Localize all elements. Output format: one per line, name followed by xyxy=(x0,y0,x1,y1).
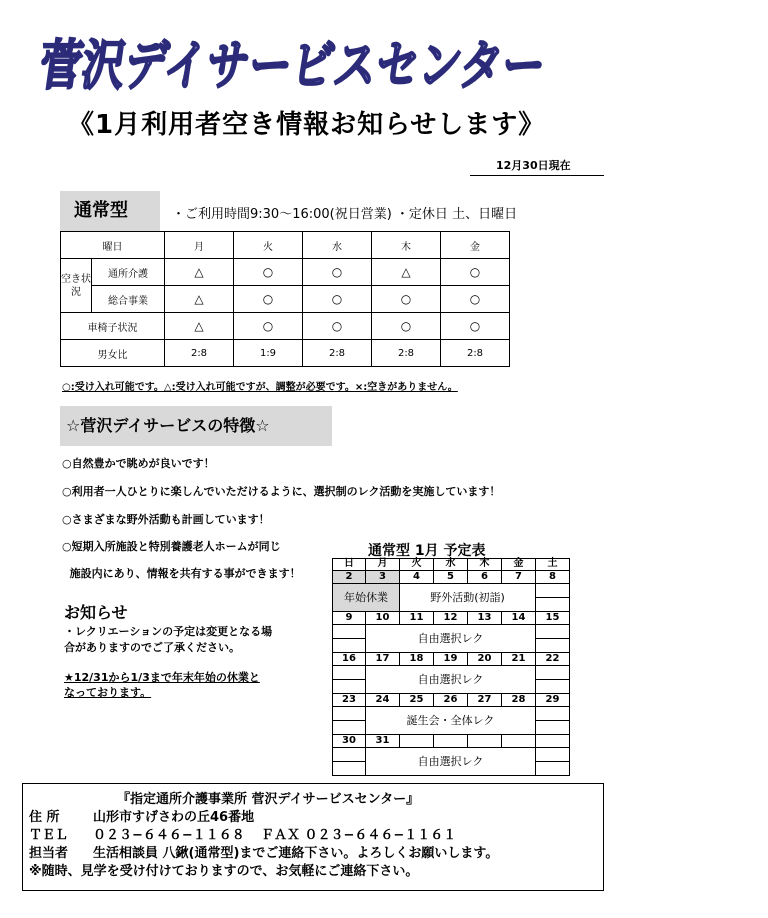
row-label: 車椅子状況 xyxy=(61,313,165,340)
table-row xyxy=(61,286,510,313)
news-heading: お知らせ xyxy=(64,603,128,622)
status-cell: ○ xyxy=(234,259,303,286)
page-subtitle: 《1月利用者空き情報お知らせします》 xyxy=(68,110,546,140)
weekday-cell: 火 xyxy=(400,558,434,571)
day-header: 金 xyxy=(441,232,510,259)
tel-label: ＴＥＬ xyxy=(29,828,69,843)
holiday-note xyxy=(64,670,260,700)
features-heading: ☆菅沢デイサービスの特徴☆ xyxy=(60,406,332,446)
empty-slot xyxy=(536,666,570,680)
contact-box xyxy=(22,783,604,891)
weekday-cell: 金 xyxy=(502,558,536,571)
schedule-event: 自由選択レク xyxy=(366,666,536,694)
status-cell: ○ xyxy=(303,259,372,286)
schedule-event: 自由選択レク xyxy=(366,748,536,776)
tel-number: ０２３−６４６−１１６８ xyxy=(93,828,245,843)
news-line: 合がありますのでご了承ください。 xyxy=(64,641,240,654)
as-of-date: 12月30日現在 xyxy=(496,159,571,172)
empty-slot xyxy=(536,598,570,612)
status-cell: ○ xyxy=(303,313,372,340)
status-cell: △ xyxy=(165,313,234,340)
date-cell: 19 xyxy=(434,653,468,666)
empty-slot xyxy=(332,639,366,653)
day-header: 火 xyxy=(234,232,303,259)
date-cell: 3 xyxy=(366,571,400,584)
date-cell: 16 xyxy=(332,653,366,666)
date-cell: 27 xyxy=(468,694,502,707)
empty-slot xyxy=(332,680,366,694)
status-cell: △ xyxy=(165,259,234,286)
news-line: ・レクリエーションの予定は変更となる場 xyxy=(64,625,273,638)
contact-label: 担当者 xyxy=(29,846,69,861)
date-cell: 24 xyxy=(366,694,400,707)
empty-slot xyxy=(536,584,570,598)
date-cell: 22 xyxy=(536,653,570,666)
empty-slot xyxy=(536,625,570,639)
table-row xyxy=(61,313,510,340)
weekday-cell: 木 xyxy=(468,558,502,571)
empty-slot xyxy=(332,707,366,721)
day-header: 水 xyxy=(303,232,372,259)
schedule-event: 自由選択レク xyxy=(366,625,536,653)
empty-slot xyxy=(536,707,570,721)
date-cell: 5 xyxy=(434,571,468,584)
date-cell: 4 xyxy=(400,571,434,584)
date-cell: 14 xyxy=(502,612,536,625)
holiday-note-line: ★12/31から1/3まで年末年始の休業と xyxy=(64,671,260,684)
date-cell: 17 xyxy=(366,653,400,666)
fax-number: ＦＡＸ ０２３−６４６−１１６１ xyxy=(261,828,457,843)
date-cell: 23 xyxy=(332,694,366,707)
status-cell: ○ xyxy=(234,286,303,313)
table-row xyxy=(61,259,510,286)
empty-slot xyxy=(536,762,570,776)
date-cell: 21 xyxy=(502,653,536,666)
date-cell: 7 xyxy=(502,571,536,584)
date-cell xyxy=(434,735,468,748)
address-label: 住 所 xyxy=(29,810,60,825)
table-header-row xyxy=(61,232,510,259)
weekday-cell: 日 xyxy=(332,558,366,571)
regular-type-label: 通常型 xyxy=(60,191,160,231)
status-cell: ○ xyxy=(441,286,510,313)
date-cell: 18 xyxy=(400,653,434,666)
status-cell: ○ xyxy=(441,259,510,286)
date-cell: 13 xyxy=(468,612,502,625)
date-cell: 8 xyxy=(536,571,570,584)
ratio-cell: 1:9 xyxy=(234,340,303,367)
feature-item: 施設内にあり、情報を共有する事ができます！ xyxy=(62,567,301,580)
weekday-cell: 土 xyxy=(536,558,570,571)
schedule-event: 野外活動(初詣) xyxy=(400,584,536,612)
row-label: 通所介護 xyxy=(92,259,165,286)
status-cell: ○ xyxy=(303,286,372,313)
news-body xyxy=(64,624,272,656)
address: 山形市すげさわの丘46番地 xyxy=(93,810,255,825)
as-of-underline xyxy=(470,175,604,176)
feature-item: ○さまざまな野外活動も計画しています！ xyxy=(62,513,270,526)
title-logo-text: 菅沢デイサービスセンター xyxy=(35,34,687,97)
title-logo xyxy=(35,22,687,102)
weekday-cell: 水 xyxy=(434,558,468,571)
empty-slot xyxy=(332,762,366,776)
status-cell: ○ xyxy=(372,286,441,313)
business-hours: ・ご利用時間9:30〜16:00(祝日営業) ・定休日 土、日曜日 xyxy=(172,207,518,222)
feature-item: ○自然豊かで眺めが良いです！ xyxy=(62,457,215,470)
schedule-calendar xyxy=(332,558,570,772)
day-header: 月 xyxy=(165,232,234,259)
date-cell: 25 xyxy=(400,694,434,707)
schedule-event: 誕生会・全体レク xyxy=(366,707,536,735)
feature-item: ○利用者一人ひとりに楽しんでいただけるように、選択制のレク活動を実施しています！ xyxy=(62,485,501,498)
status-cell: △ xyxy=(165,286,234,313)
date-cell: 29 xyxy=(536,694,570,707)
empty-slot xyxy=(536,721,570,735)
ratio-cell: 2:8 xyxy=(372,340,441,367)
empty-slot xyxy=(536,680,570,694)
date-cell: 31 xyxy=(366,735,400,748)
row-label: 総合事業 xyxy=(92,286,165,313)
date-cell: 12 xyxy=(434,612,468,625)
date-cell: 10 xyxy=(366,612,400,625)
empty-slot xyxy=(332,666,366,680)
vacancy-group-label: 空き状況 xyxy=(61,259,92,313)
contact-person: 生活相談員 八鍬(通常型)までご連絡下さい。よろしくお願いします。 xyxy=(93,846,499,861)
date-cell: 26 xyxy=(434,694,468,707)
holiday-note-line: なっております。 xyxy=(64,686,152,699)
date-cell: 9 xyxy=(332,612,366,625)
date-cell: 20 xyxy=(468,653,502,666)
empty-slot xyxy=(332,721,366,735)
date-cell: 11 xyxy=(400,612,434,625)
date-cell xyxy=(502,735,536,748)
availability-legend: ○:受け入れ可能です。△:受け入れ可能ですが、調整が必要です。×:空きがありません。 xyxy=(62,382,458,393)
row-label: 男女比 xyxy=(61,340,165,367)
empty-slot xyxy=(536,748,570,762)
date-cell xyxy=(468,735,502,748)
empty-slot xyxy=(536,639,570,653)
status-cell: ○ xyxy=(441,313,510,340)
date-cell: 2 xyxy=(332,571,366,584)
date-cell: 15 xyxy=(536,612,570,625)
visit-note: ※随時、見学を受け付けておりますので、お気軽にご連絡下さい。 xyxy=(29,864,419,879)
office-name: 『指定通所介護事業所 菅沢デイサービスセンター』 xyxy=(117,792,420,807)
date-cell: 28 xyxy=(502,694,536,707)
feature-item: ○短期入所施設と特別養護老人ホームが同じ xyxy=(62,540,281,553)
day-header: 木 xyxy=(372,232,441,259)
schedule-event: 年始休業 xyxy=(332,584,400,612)
empty-slot xyxy=(332,748,366,762)
weekday-cell: 月 xyxy=(366,558,400,571)
weekday-header: 曜日 xyxy=(61,232,165,259)
empty-slot xyxy=(332,625,366,639)
ratio-cell: 2:8 xyxy=(165,340,234,367)
schedule-title: 通常型 1月 予定表 xyxy=(368,543,486,559)
ratio-cell: 2:8 xyxy=(441,340,510,367)
availability-table xyxy=(60,231,510,367)
ratio-cell: 2:8 xyxy=(303,340,372,367)
table-row xyxy=(61,340,510,367)
date-cell: 6 xyxy=(468,571,502,584)
date-cell: 30 xyxy=(332,735,366,748)
status-cell: △ xyxy=(372,259,441,286)
status-cell: ○ xyxy=(372,313,441,340)
status-cell: ○ xyxy=(234,313,303,340)
date-cell xyxy=(400,735,434,748)
date-cell xyxy=(536,735,570,748)
